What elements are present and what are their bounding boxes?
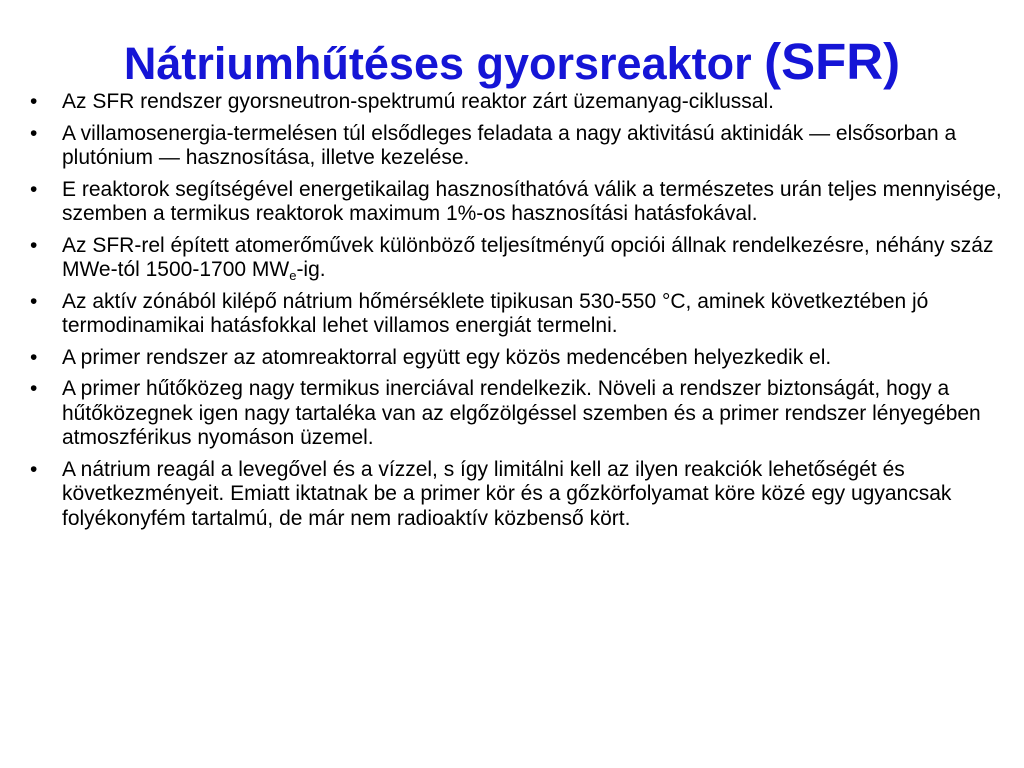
slide-title-acronym: (SFR) — [764, 33, 901, 91]
bullet-dot: • — [30, 90, 38, 113]
bullet-dot: • — [30, 177, 38, 201]
slide-title — [0, 35, 1024, 89]
bullet-dot: • — [30, 457, 38, 481]
bullet-text: Az aktív zónából kilépő nátrium hőmérséklete tipikusan 530-550 °C, aminek következtében jó termodinamikai hatásfokkal lehet villamos energiát termelni. — [62, 289, 929, 337]
bullet-item — [30, 90, 1020, 115]
bullet-item — [30, 377, 1020, 451]
bullet-text: Az SFR rendszer gyorsneutron-spektrumú reaktor zárt üzemanyag-ciklussal. — [62, 90, 774, 113]
bullet-text-part: Az SFR-rel épített atomerőművek különböző teljesítményű opciói állnak rendelkezésre, néhány száz MWe-tól 1500-1700 MW — [62, 233, 994, 281]
bullet-item — [30, 234, 1020, 283]
bullet-text: A villamosenergia-termelésen túl elsődleges feladata a nagy aktivitású aktinidák — elsősorban a plutónium — hasznosítása, illetve kezelése. — [62, 121, 957, 169]
bullet-dot: • — [30, 289, 38, 313]
bullet-text: A primer hűtőközeg nagy termikus inerciával rendelkezik. Növeli a rendszer biztonságát, hogy a hűtőközegnek igen nagy tartaléka van az elgőzölgéssel szemben és a primer rendszer lényegében atmoszférikus nyomáson üzemel. — [62, 377, 981, 449]
bullet-dot: • — [30, 377, 38, 400]
bullet-item — [30, 178, 1020, 227]
bullet-text: E reaktorok segítségével energetikailag hasznosíthatóvá válik a természetes urán teljes mennyisége, szemben a termikus reaktorok maximum 1%-os hasznosítási hatásfokával. — [62, 177, 1002, 225]
slide-title-main: Nátriumhűtéses gyorsreaktor — [123, 38, 765, 90]
bullet-item — [30, 458, 1020, 532]
bullet-item — [30, 290, 1020, 339]
bullet-text — [62, 234, 993, 282]
bullet-item — [30, 346, 1020, 371]
bullet-dot: • — [30, 121, 38, 145]
bullet-dot: • — [30, 233, 38, 257]
bullet-dot: • — [30, 345, 38, 369]
bullet-text-subscript: e — [289, 268, 297, 283]
bullet-list — [30, 90, 1020, 538]
bullet-text: A primer rendszer az atomreaktorral együtt egy közös medencében helyezkedik el. — [62, 345, 832, 369]
bullet-text-part: -ig. — [296, 258, 326, 281]
bullet-text: A nátrium reagál a levegővel és a vízzel, s így limitálni kell az ilyen reakciók lehetőségét és következményeit. Emiatt iktatnak be a primer kör és a gőzkörfolyamat köre közé egy ugyancsak folyékonyfém tartalmú, de már nem radioaktív közbenső kört. — [62, 457, 952, 530]
bullet-item — [30, 122, 1020, 171]
